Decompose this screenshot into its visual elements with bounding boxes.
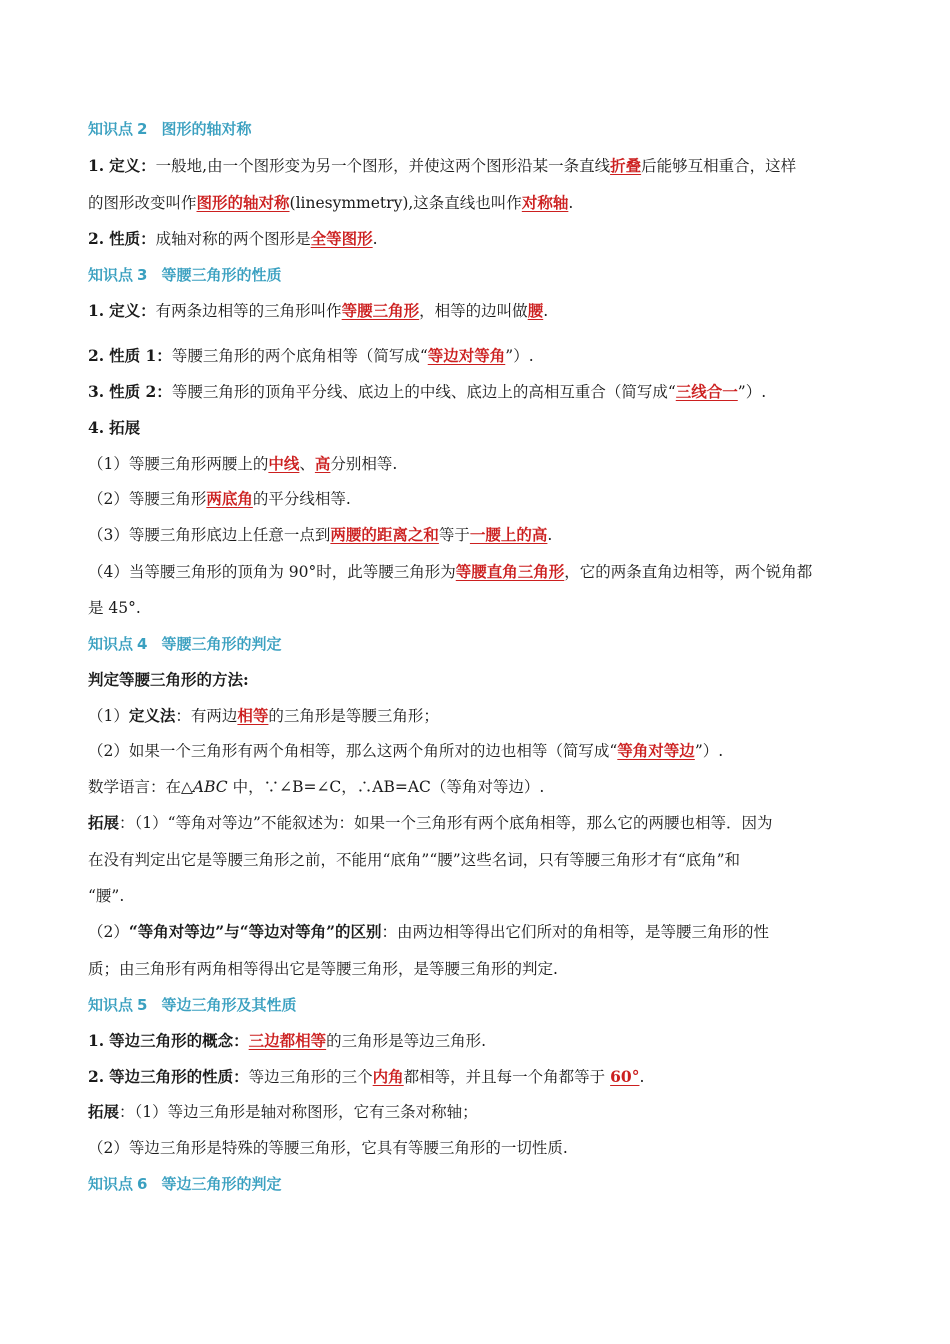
text: 等腰三角形的两个底角相等（简写成“: [171, 347, 428, 365]
text: “腰”.: [88, 887, 125, 905]
text: 的三角形是等腰三角形；: [268, 707, 439, 725]
text: 成轴对称的两个图形是: [155, 230, 311, 248]
kp4-method-title: 判定等腰三角形的方法:: [88, 670, 249, 689]
kp5-extension-1: [88, 1102, 878, 1122]
item-number: 1.: [88, 1031, 105, 1050]
text: ，它的两条直角边相等，两个锐角都: [564, 563, 813, 581]
answer-text: 两底角: [206, 489, 253, 508]
answer-text: 折叠: [610, 156, 642, 175]
kp4-extension-1-line1: [88, 813, 878, 833]
text: 数学语言：在△: [88, 778, 193, 796]
text: .: [543, 302, 549, 320]
section-heading-kp6: [88, 1174, 878, 1194]
answer-text: 图形的轴对称: [196, 193, 290, 212]
item-label: 定义：: [109, 156, 156, 175]
text: （2）: [88, 923, 129, 941]
text: 中，∵∠B=∠C，∴AB=AC（等角对等边）.: [227, 778, 545, 796]
kp3-extension-1: [88, 454, 878, 474]
text: （2）等腰三角形: [88, 490, 207, 508]
text: 等腰三角形的顶角平分线、底边上的中线、底边上的高相互重合（简写成“: [171, 383, 676, 401]
kp3-extension-4-cont: [88, 598, 878, 618]
text: 分别相等.: [330, 455, 398, 473]
kp3-property2-line: [88, 382, 878, 402]
text: ：有两边: [175, 707, 238, 725]
kp3-definition-line: [88, 301, 878, 321]
heading-title: 等腰三角形的判定: [161, 635, 282, 653]
text: ”）.: [505, 347, 534, 365]
answer-text: 三边都相等: [248, 1031, 327, 1050]
kp2-definition-line1: [88, 156, 878, 176]
text: ：（1）“等角对等边”不能叙述为：如果一个三角形有两个底角相等，那么它的两腰也相等．因为: [119, 814, 773, 832]
text: 后能够互相重合，这样: [641, 157, 797, 175]
text: 在没有判定出它是等腰三角形之前，不能用“底角”“腰”这些名词，只有等腰三角形才有“底角”和: [88, 851, 741, 869]
kp4-extension-2-line2: [88, 959, 878, 979]
kp4-extension-2-line1: [88, 922, 878, 942]
heading-number: 5: [137, 996, 148, 1014]
kp3-extension-3: [88, 525, 878, 545]
kp3-extension-title: [88, 418, 878, 438]
item-label: 定义：: [109, 301, 156, 320]
text: 的平分线相等.: [252, 490, 351, 508]
answer-text: 两腰的距离之和: [330, 525, 439, 544]
kp5-concept-line: [88, 1031, 878, 1051]
text: （4）当等腰三角形的顶角为 90°时，此等腰三角形为: [88, 563, 456, 581]
item-number: 2.: [88, 346, 105, 365]
kp4-method-1: [88, 706, 878, 726]
text: 等边三角形的三个: [248, 1068, 373, 1086]
text: .: [547, 526, 553, 544]
answer-text: 三线合一: [675, 382, 738, 401]
item-number: 3.: [88, 382, 105, 401]
kp4-math-language: [88, 777, 878, 797]
item-label: 等边三角形的性质：: [109, 1067, 249, 1086]
text: ，相等的边叫做: [419, 302, 528, 320]
text: （2）如果一个三角形有两个角相等，那么这两个角所对的边也相等（简写成“: [88, 742, 618, 760]
heading-number: 6: [137, 1175, 148, 1193]
text: 、: [299, 455, 315, 473]
text: 的三角形是等边三角形.: [326, 1032, 487, 1050]
answer-text: 60°: [610, 1067, 640, 1086]
text: .: [372, 230, 378, 248]
heading-title: 图形的轴对称: [161, 120, 252, 138]
text: （2）等边三角形是特殊的等腰三角形，它具有等腰三角形的一切性质.: [88, 1139, 568, 1157]
answer-text: 腰: [527, 301, 544, 320]
item-label: “等角对等边”与“等边对等角”的区别: [128, 922, 382, 941]
answer-text: 等腰直角三角形: [455, 562, 565, 581]
heading-label: 知识点: [88, 120, 134, 138]
text: （3）等腰三角形底边上任意一点到: [88, 526, 331, 544]
item-number: 2.: [88, 229, 105, 248]
heading-number: 3: [137, 266, 148, 284]
heading-label: 知识点: [88, 996, 134, 1014]
answer-text: 相等: [237, 706, 269, 725]
section-heading-kp3: [88, 265, 878, 285]
text: 有两条边相等的三角形叫作: [155, 302, 342, 320]
kp3-property1-line: [88, 346, 878, 366]
kp4-method-2: [88, 741, 878, 761]
kp5-extension-2: [88, 1138, 878, 1158]
text: ”）.: [694, 742, 724, 760]
text: 是 45°.: [88, 599, 141, 617]
text: ：（1）等边三角形是轴对称图形，它有三条对称轴；: [119, 1103, 478, 1121]
item-label: 性质 1：: [109, 346, 172, 365]
text: （1）等腰三角形两腰上的: [88, 455, 269, 473]
answer-text: 内角: [372, 1067, 404, 1086]
heading-number: 4: [137, 635, 148, 653]
text: ：由两边相等得出它们所对的角相等，是等腰三角形的性: [381, 923, 770, 941]
text: 的图形改变叫作: [88, 194, 197, 212]
kp4-extension-1-line3: [88, 886, 878, 906]
heading-label: 知识点: [88, 266, 134, 284]
item-label: 性质 2：: [109, 382, 172, 401]
item-label: 性质：: [109, 229, 156, 248]
kp3-extension-2: [88, 489, 878, 509]
text: 等于: [438, 526, 470, 544]
kp3-extension-4: [88, 562, 878, 582]
text: .: [639, 1068, 645, 1086]
text: ”）.: [737, 383, 767, 401]
kp5-property-line: [88, 1067, 878, 1087]
answer-text: 一腰上的高: [469, 525, 548, 544]
answer-text: 等边对等角: [427, 346, 506, 365]
kp4-extension-1-line2: [88, 850, 878, 870]
item-label: 拓展: [88, 813, 120, 832]
heading-title: 等腰三角形的性质: [161, 266, 282, 284]
heading-label: 知识点: [88, 1175, 134, 1193]
answer-text: 高: [314, 454, 331, 473]
heading-title: 等边三角形的判定: [161, 1175, 282, 1193]
kp2-definition-line2: [88, 193, 878, 213]
answer-text: 全等图形: [310, 229, 373, 248]
text: （1）: [88, 707, 129, 725]
heading-number: 2: [137, 120, 148, 138]
answer-text: 等腰三角形: [341, 301, 420, 320]
kp2-property-line: [88, 229, 878, 249]
section-heading-kp2: [88, 119, 878, 139]
heading-label: 知识点: [88, 635, 134, 653]
heading-title: 等边三角形及其性质: [161, 996, 297, 1014]
answer-text: 等角对等边: [617, 741, 695, 760]
text: 质；由三角形有两角相等得出它是等腰三角形，是等腰三角形的判定.: [88, 960, 558, 978]
item-number: 2.: [88, 1067, 105, 1086]
item-label: 拓展: [109, 418, 141, 437]
text: 都相等，并且每一个角都等于: [403, 1068, 606, 1086]
item-number: 1.: [88, 301, 105, 320]
item-label: 拓展: [88, 1102, 120, 1121]
section-heading-kp5: [88, 995, 878, 1015]
item-label: 定义法: [128, 706, 176, 725]
section-heading-kp4: [88, 634, 878, 654]
item-number: 4.: [88, 418, 105, 437]
item-label: 等边三角形的概念：: [109, 1031, 249, 1050]
math-symbol: ABC: [192, 778, 228, 796]
answer-text: 中线: [268, 454, 300, 473]
item-number: 1.: [88, 156, 105, 175]
answer-text: 对称轴: [521, 193, 569, 212]
text: 一般地,由一个图形变为另一个图形，并使这两个图形沿某一条直线: [155, 157, 611, 175]
text: .: [568, 194, 574, 212]
text: (linesymmetry),这条直线也叫作: [289, 194, 522, 212]
